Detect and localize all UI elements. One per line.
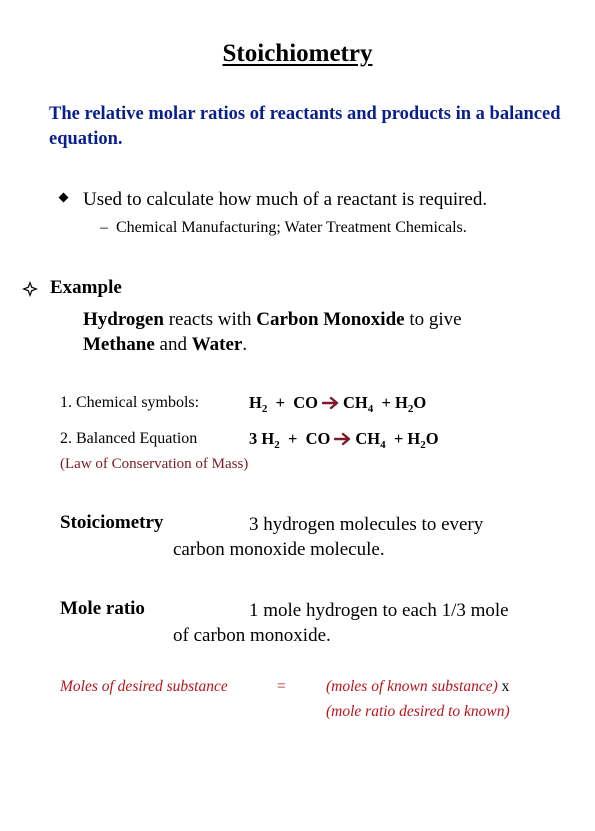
water-formula-h: H [407, 429, 421, 448]
law-note: (Law of Conservation of Mass) [60, 456, 249, 472]
mole-ratio-term: Mole ratio [60, 598, 145, 619]
plus-sign: + [275, 393, 285, 412]
word-carbon-monoxide: Carbon Monoxide [256, 309, 405, 330]
subscript: 4 [367, 403, 374, 415]
plus-sign: + [393, 429, 404, 448]
moles-formula-right-2: (mole ratio desired to known) [326, 703, 510, 720]
subscript: 2 [407, 403, 414, 415]
hydrogen-formula: H [261, 429, 275, 448]
word-methane: Methane [83, 334, 155, 355]
plus-sign: + [287, 429, 298, 448]
moles-formula-equals: = [277, 678, 286, 695]
diamond-bullet-icon [59, 193, 69, 203]
coefficient: 3 [249, 429, 262, 448]
plus-sign: + [381, 393, 391, 412]
sub-bullet-text: Chemical Manufacturing; Water Treatment Chemicals. [116, 219, 467, 236]
mole-ratio-line-1: 1 mole hydrogen to each 1/3 mole [249, 600, 509, 621]
water-formula-o: O [413, 393, 427, 412]
sub-bullet-dash: – [100, 219, 108, 236]
methane-formula: CH [355, 429, 381, 448]
step-1-label: 1. Chemical symbols: [60, 394, 200, 411]
step-1-equation [249, 393, 426, 415]
methane-formula: CH [343, 393, 368, 412]
carbon-monoxide-formula: CO [305, 429, 331, 448]
subscript: 2 [274, 439, 280, 451]
example-text-part: . [242, 334, 248, 355]
bullet-text: Used to calculate how much of a reactant is required. [83, 189, 488, 210]
stoich-line-2: carbon monoxide molecule. [173, 539, 385, 560]
multiply-sign: x [497, 678, 510, 695]
water-formula-h: H [395, 393, 408, 412]
subscript: 2 [261, 403, 268, 415]
four-leaf-diamond-icon [22, 281, 38, 297]
water-formula-o: O [425, 429, 439, 448]
page-title: Stoichiometry [222, 40, 373, 67]
example-label: Example [50, 277, 122, 298]
word-hydrogen: Hydrogen [83, 309, 164, 330]
hydrogen-formula: H [249, 393, 262, 412]
step-2-label: 2. Balanced Equation [60, 430, 198, 447]
subscript: 4 [380, 439, 386, 451]
subscript: 2 [420, 439, 426, 451]
known-substance-text: (moles of known substance) [326, 678, 498, 695]
example-text-part: to give [404, 309, 462, 330]
arrow-right-icon [334, 432, 352, 446]
arrow-right-icon [322, 396, 340, 410]
word-water: Water [191, 334, 243, 355]
step-2-equation [249, 429, 439, 451]
stoich-term: Stoiciometry [60, 512, 164, 533]
stoich-line-1: 3 hydrogen molecules to every [249, 514, 484, 535]
carbon-monoxide-formula: CO [293, 393, 318, 412]
example-text-part: reacts with [163, 309, 257, 330]
moles-formula-left: Moles of desired substance [60, 678, 228, 695]
mole-ratio-line-2: of carbon monoxide. [173, 625, 331, 646]
moles-formula-right-1 [326, 678, 509, 696]
example-text-part: and [154, 334, 192, 355]
example-text [83, 307, 462, 357]
definition-text: The relative molar ratios of reactants and products in a balanced equation. [49, 104, 561, 149]
